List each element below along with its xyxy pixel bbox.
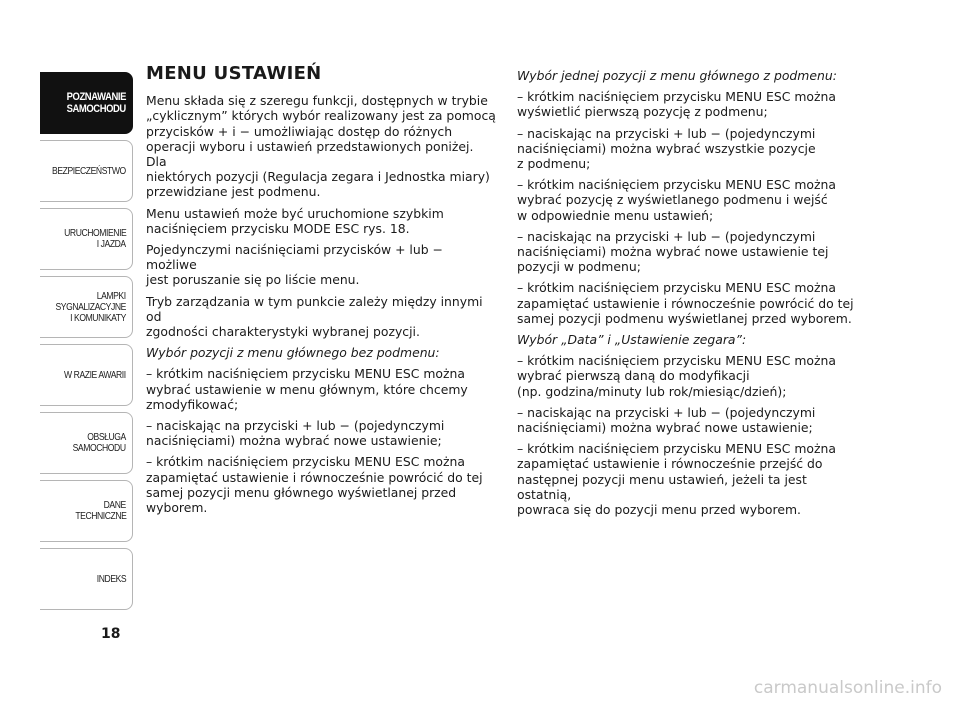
tab-label: POZNAWANIE (66, 91, 126, 103)
tab-label: INDEKS (96, 573, 126, 585)
tab-bezpieczenstwo[interactable] (40, 140, 133, 202)
paragraph: Tryb zarządzania w tym punkcie zależy między innymi od zgodności charakterystyki wybranej pozycji. (146, 293, 483, 340)
paragraph: Menu ustawień może być uruchomione szybkim naciśnięciem przycisku MODE ESC rys. 18. (146, 205, 444, 236)
paragraph: – naciskając na przyciski + lub − (pojedynczymi naciśnięciami) można wybrać nowe ustawienie tej pozycji w podmenu; (517, 228, 829, 275)
subheading: Wybór „Data” i „Ustawienie zegara”: (517, 332, 747, 348)
paragraph: – krótkim naciśnięciem przycisku MENU ESC można wybrać pozycję z wyświetlanego podmenu i wejść w odpowiednie menu ustawień; (517, 177, 836, 223)
left-column (146, 63, 496, 521)
tab-label: SAMOCHODU (66, 103, 126, 115)
chapter-sidebar (40, 72, 133, 616)
tab-label: I KOMUNIKATY (70, 312, 126, 324)
tab-label: BEZPIECZEŃSTWO (52, 165, 126, 177)
paragraph: – naciskając na przyciski + lub − (pojedynczymi naciśnięciami) można wybrać nowe ustawienie; (517, 404, 816, 436)
tab-lampki-sygnalizacyjne[interactable] (40, 276, 133, 338)
paragraph: – naciskając na przyciski + lub − (pojedynczymi naciśnięciami) można wybrać wszystkie pozycje z podmenu; (517, 125, 816, 172)
subheading: Wybór jednej pozycji z menu głównego z podmenu: (517, 68, 837, 83)
section-title: MENU USTAWIEŃ (146, 63, 322, 84)
tab-label: DANE (103, 500, 126, 511)
paragraph: – krótkim naciśnięciem przycisku MENU ESC można zapamiętać ustawienie i równocześnie powrócić do tej samej pozycji menu głównego wyświetlanej przed wyborem. (146, 454, 483, 516)
tab-label: URUCHOMIENIE (63, 228, 126, 239)
paragraph: – krótkim naciśnięciem przycisku MENU ESC można wybrać pierwszą daną do modyfikacji (np. godzina/minuty lub rok/miesiąc/dzień); (517, 353, 836, 399)
tab-label: W RAZIE AWARII (64, 369, 126, 381)
tab-label: TECHNICZNE (74, 511, 126, 522)
watermark: carmanualsonline.info (753, 678, 942, 698)
paragraph: – krótkim naciśnięciem przycisku MENU ESC można zapamiętać ustawienie i równocześnie powrócić do tej samej pozycji podmenu wyświetlanej przed wyborem. (517, 280, 854, 326)
page-number: 18 (101, 626, 121, 642)
paragraph: – krótkim naciśnięciem przycisku MENU ESC można wybrać ustawienie w menu głównym, które chcemy zmodyfikować; (146, 366, 468, 412)
tab-dane-techniczne[interactable] (40, 480, 133, 542)
tab-uruchomienie-i-jazda[interactable] (40, 208, 133, 270)
tab-indeks[interactable] (40, 548, 133, 610)
tab-poznawanie-samochodu[interactable] (40, 72, 133, 134)
tab-label: LAMPKI (97, 290, 126, 302)
tab-label: SYGNALIZACYJNE (55, 301, 126, 313)
tab-w-razie-awarii[interactable] (40, 344, 133, 406)
paragraph: Pojedynczymi naciśnięciami przycisków + lub − możliwe jest poruszanie się po liście menu. (146, 242, 443, 288)
tab-label: OBSŁUGA (87, 432, 126, 443)
tab-obsluga-samochodu[interactable] (40, 412, 133, 474)
paragraph: – krótkim naciśnięciem przycisku MENU ESC można zapamiętać ustawienie i równocześnie przejść do następnej pozycji menu ustawień, jeżeli ta jest ostatnią, powraca się do pozycji menu przed wyborem. (517, 441, 836, 518)
tab-label: I JAZDA (96, 239, 126, 250)
subheading: Wybór pozycji z menu głównego bez podmenu: (146, 345, 440, 361)
paragraph: – krótkim naciśnięciem przycisku MENU ESC można wyświetlić pierwszą pozycję z podmenu; (517, 89, 836, 120)
tab-label: SAMOCHODU (73, 443, 126, 454)
paragraph: Menu składa się z szeregu funkcji, dostępnych w trybie „cyklicznym” których wybór realizowany jest za pomocą przycisków + i − umożliwiając dostęp do różnych operacji wyboru i ustawień przedstawionych poniżej. Dla niektórych pozycji (Regulacja zegara i Jednostka miary) przewidziane jest podmenu. (146, 93, 496, 200)
right-column (517, 68, 862, 523)
paragraph: – naciskając na przyciski + lub − (pojedynczymi naciśnięciami) można wybrać nowe ustawienie; (146, 418, 445, 449)
